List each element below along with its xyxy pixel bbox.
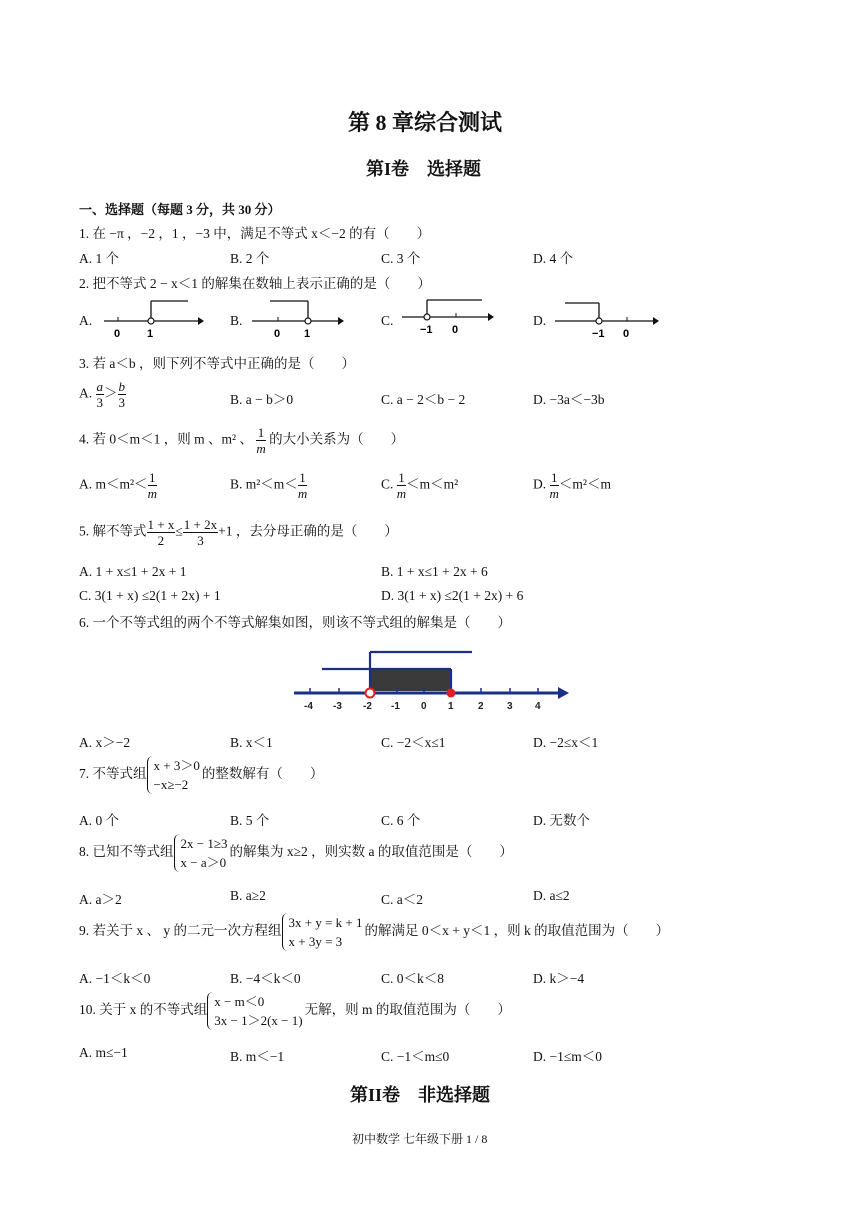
denominator: m	[549, 486, 559, 501]
fraction	[148, 470, 157, 501]
equation-system	[282, 913, 365, 951]
question-9-stem	[79, 913, 669, 951]
number-line-c	[400, 292, 500, 337]
tick-label: 3	[507, 701, 513, 712]
question-5-option-a: A. 1 + x≤1 + 2x + 1	[79, 564, 187, 579]
numerator: a	[96, 379, 103, 394]
page-footer: 初中数学 七年级下册 1 / 8	[352, 1132, 488, 1146]
question-4-option-d	[533, 470, 611, 501]
tick-label: 1	[147, 328, 154, 340]
question-2-stem: 2. 把不等式 2 − x＜1 的解集在数轴上表示正确的是（ ）	[79, 276, 431, 291]
question-6-option-d: D. −2≤x＜1	[533, 735, 599, 750]
question-2-option-b: B.	[230, 313, 243, 328]
inequality-system	[147, 756, 202, 794]
question-8-option-b: B. a≥2	[230, 888, 266, 903]
fraction	[147, 517, 176, 548]
question-10-option-a: A. m≤−1	[79, 1045, 128, 1060]
numerator: 1	[299, 470, 306, 485]
tick-label: 0	[452, 324, 459, 336]
inequality-system	[174, 834, 230, 872]
question-8-option-c: C. a＜2	[381, 892, 423, 907]
question-7-stem	[79, 756, 323, 794]
denominator: m	[297, 486, 308, 501]
tick-label: 0	[274, 328, 281, 340]
system-line: x − a＞0	[180, 855, 227, 870]
fraction	[550, 470, 559, 501]
numerator: 1	[149, 470, 156, 485]
system-line: x − m＜0	[214, 994, 265, 1009]
fraction	[298, 470, 307, 501]
option-label: C.	[381, 476, 394, 492]
question-3-stem: 3. 若 a＜b ，则下列不等式中正确的是（ ）	[79, 356, 355, 371]
question-2-option-c: C.	[381, 313, 394, 328]
question-7-option-c: C. 6 个	[381, 813, 421, 828]
question-7-option-b: B. 5 个	[230, 813, 270, 828]
denominator: 3	[96, 395, 103, 410]
stem-text: 9. 若关于 x 、 y 的二元一次方程组	[79, 923, 282, 939]
system-line: x + 3y = 3	[288, 934, 343, 949]
question-5-option-c: C. 3(1 + x) ≤2(1 + 2x) + 1	[79, 588, 221, 603]
option-label: D.	[533, 476, 547, 492]
question-10-option-d: D. −1≤m＜0	[533, 1049, 603, 1064]
part-two-heading: 第II卷 非选择题	[350, 1085, 491, 1105]
question-1-stem: 1. 在 −π ，−2 ，1 ，−3 中，满足不等式 x＜−2 的有（ ）	[79, 226, 431, 241]
number-line-a	[100, 298, 205, 343]
question-5-option-b: B. 1 + x≤1 + 2x + 6	[381, 564, 488, 579]
question-4-option-c	[381, 470, 458, 501]
page-title: 第 8 章综合测试	[348, 110, 503, 135]
stem-text: 4. 若 0＜m＜1 ，则 m 、m² 、	[79, 431, 253, 447]
numerator: 1	[550, 470, 558, 485]
tick-label: -4	[304, 701, 313, 712]
question-3-option-a	[79, 379, 126, 410]
tick-label: −1	[592, 328, 605, 340]
question-8-stem	[79, 834, 513, 872]
numerator: 1	[257, 425, 265, 440]
question-6-option-c: C. −2＜x≤1	[381, 735, 446, 750]
operator: ＞	[104, 385, 118, 401]
stem-text: 的解集为 x≥2 ，则实数 a 的取值范围是（ ）	[229, 844, 513, 860]
question-10-option-c: C. −1＜m≤0	[381, 1049, 450, 1064]
tick-label: -2	[363, 701, 372, 712]
numerator: 1 + x	[147, 517, 175, 532]
question-3-option-c: C. a − 2＜b − 2	[381, 392, 466, 407]
question-3-option-d: D. −3a＜−3b	[533, 392, 605, 407]
system-line: x + 3＞0	[153, 758, 200, 773]
question-4-option-a	[79, 470, 157, 501]
tick-label: 0	[114, 328, 121, 340]
operator: ≤	[175, 523, 183, 539]
fraction	[397, 470, 406, 501]
stem-text: 10. 关于 x 的不等式组	[79, 1002, 208, 1018]
part-one-heading: 第I卷 选择题	[366, 159, 482, 179]
question-5-option-d: D. 3(1 + x) ≤2(1 + 2x) + 6	[381, 588, 524, 603]
question-9-option-d: D. k＞−4	[533, 971, 585, 986]
question-4-stem	[79, 425, 404, 456]
question-6-option-b: B. x＜1	[230, 735, 273, 750]
question-9-option-b: B. −4＜k＜0	[230, 971, 301, 986]
stem-text: 7. 不等式组	[79, 766, 147, 782]
denominator: m	[147, 486, 157, 501]
tick-label: -1	[391, 701, 400, 712]
option-text: ＜m＜m²	[406, 476, 459, 492]
question-6-stem: 6. 一个不等式组的两个不等式解集如图，则该不等式组的解集是（ ）	[79, 615, 511, 630]
tick-label: 2	[478, 701, 484, 712]
tick-label: 1	[448, 701, 454, 712]
question-2-option-a: A.	[79, 313, 93, 328]
number-line-b	[250, 298, 350, 343]
numerator: b	[118, 379, 125, 394]
question-1-option-a: A. 1 个	[79, 251, 120, 266]
question-6-option-a: A. x＞−2	[79, 735, 131, 750]
option-text: B. m²＜m＜	[230, 476, 298, 492]
option-text: ＜m²＜m	[558, 476, 611, 492]
denominator: 3	[197, 533, 204, 548]
inequality-system	[207, 992, 304, 1030]
question-1-option-b: B. 2 个	[230, 251, 270, 266]
tick-label: −1	[420, 324, 433, 336]
question-8-option-d: D. a≤2	[533, 888, 570, 903]
denominator: m	[256, 441, 266, 456]
system-line: 2x − 1≥3	[180, 836, 228, 851]
denominator: m	[396, 486, 407, 501]
tick-label: 0	[623, 328, 630, 340]
section-heading: 一、选择题（每题 3 分，共 30 分）	[79, 202, 281, 217]
system-line: 3x − 1＞2(x − 1)	[214, 1013, 303, 1028]
question-10-stem	[79, 992, 511, 1030]
number-line-q6	[292, 645, 577, 715]
question-10-option-b: B. m＜−1	[230, 1049, 285, 1064]
tick-label: -3	[333, 701, 342, 712]
question-9-option-a: A. −1＜k＜0	[79, 971, 151, 986]
question-2-option-d: D.	[533, 313, 547, 328]
question-7-option-d: D. 无数个	[533, 813, 590, 828]
stem-text: 无解，则 m 的取值范围为（ ）	[304, 1002, 511, 1018]
numerator: 1	[398, 470, 405, 485]
stem-text: 5. 解不等式	[79, 523, 147, 539]
stem-text: +1 ，去分母正确的是（ ）	[218, 523, 398, 539]
question-7-option-a: A. 0 个	[79, 813, 120, 828]
question-1-option-d: D. 4 个	[533, 251, 574, 266]
question-8-option-a: A. a＞2	[79, 892, 122, 907]
fraction	[118, 379, 127, 410]
stem-text: 8. 已知不等式组	[79, 844, 174, 860]
tick-label: 0	[421, 701, 427, 712]
question-5-stem	[79, 517, 398, 548]
stem-text: 的整数解有（ ）	[201, 766, 324, 782]
number-line-d	[553, 298, 663, 343]
fraction	[96, 379, 105, 410]
option-text: A. m＜m²＜	[79, 476, 148, 492]
question-4-option-b	[230, 470, 307, 501]
numerator: 1 + 2x	[183, 517, 218, 532]
option-label: A.	[79, 385, 93, 401]
denominator: 3	[118, 395, 125, 410]
fraction	[256, 425, 265, 456]
denominator: 2	[157, 533, 165, 548]
stem-text: 的解满足 0＜x + y＜1 ，则 k 的取值范围为（ ）	[364, 923, 670, 939]
stem-text: 的大小关系为（ ）	[269, 431, 405, 447]
question-1-option-c: C. 3 个	[381, 251, 421, 266]
system-line: 3x + y = k + 1	[288, 915, 363, 930]
tick-label: 1	[304, 328, 311, 340]
question-3-option-b: B. a − b＞0	[230, 392, 294, 407]
system-line: −x≥−2	[153, 777, 189, 792]
tick-label: 4	[535, 701, 541, 712]
fraction	[183, 517, 218, 548]
question-9-option-c: C. 0＜k＜8	[381, 971, 445, 986]
